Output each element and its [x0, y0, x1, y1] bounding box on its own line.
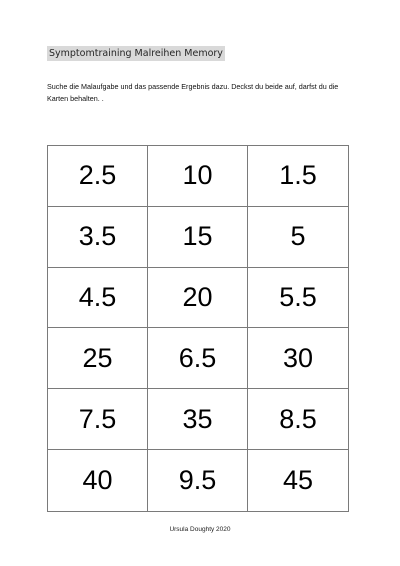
memory-card: 5.5	[248, 268, 348, 329]
memory-card: 45	[282, 465, 314, 496]
memory-card: 3.5	[48, 207, 148, 268]
memory-card: 20	[148, 268, 248, 329]
memory-card: 8.5	[248, 389, 348, 450]
memory-card: 5	[248, 207, 348, 268]
memory-card: 15	[148, 207, 248, 268]
memory-card: 4.5	[48, 268, 148, 329]
memory-card: 10	[148, 146, 248, 207]
memory-card: 9.5	[148, 450, 248, 511]
instructions-text: Suche die Malaufgabe und das passende Ergebnis dazu. Deckst du beide auf, darfst du die Karten behalten. .	[47, 82, 339, 103]
memory-card: 1.5	[248, 146, 348, 207]
memory-card: 7.5	[48, 389, 148, 450]
memory-card: 30	[248, 328, 348, 389]
memory-card: 35	[148, 389, 248, 450]
memory-card: 6.5	[148, 328, 248, 389]
memory-card: 25	[48, 328, 148, 389]
author-footer: Ursula Doughty 2020	[169, 526, 231, 533]
memory-card: 2.5	[48, 146, 148, 207]
memory-card: 40	[48, 450, 148, 511]
memory-card-grid	[47, 145, 349, 512]
worksheet-title: Symptomtraining Malreihen Memory	[49, 48, 223, 59]
